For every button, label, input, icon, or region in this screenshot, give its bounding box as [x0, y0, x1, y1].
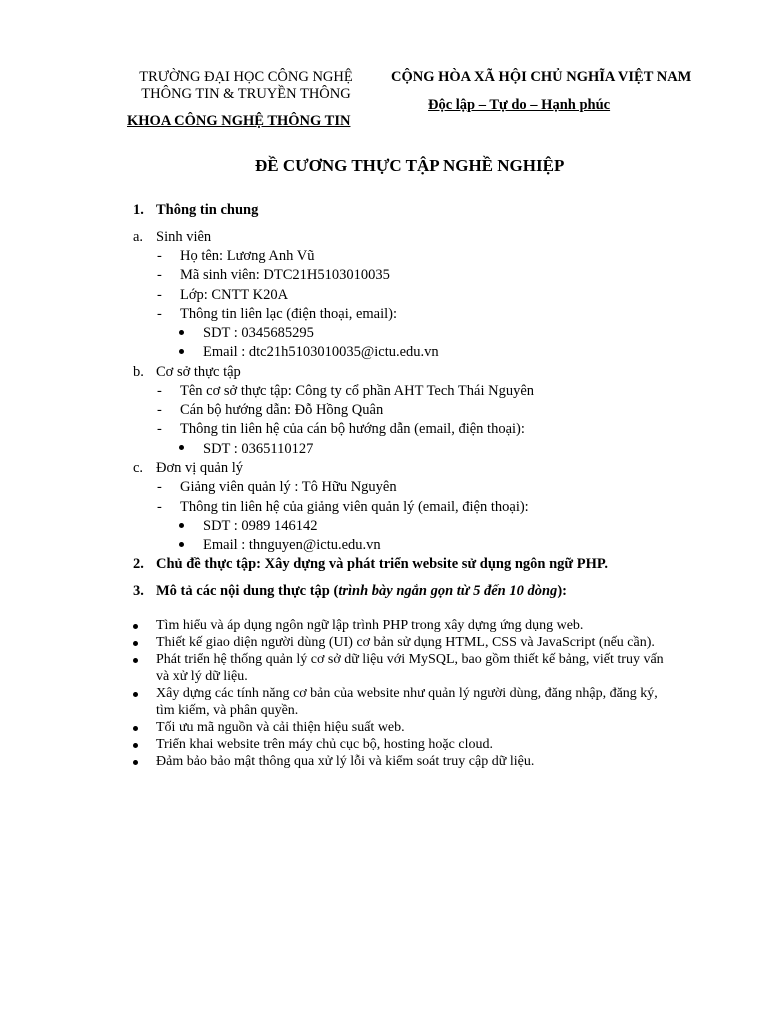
student-name: Họ tên: Lương Anh Vũ [180, 248, 315, 264]
bullet-icon [179, 349, 184, 354]
list-dash: - [157, 402, 162, 418]
task-item: Thiết kế giao diện người dùng (UI) cơ bản sử dụng HTML, CSS và JavaScript (nếu cần). [156, 635, 655, 650]
bullet-icon [133, 726, 138, 731]
bullet-icon [133, 641, 138, 646]
section-3-heading-bold: Mô tả các nội dung thực tập ( [156, 583, 339, 599]
list-dash: - [157, 287, 162, 303]
task-item: Phát triển hệ thống quản lý cơ sở dữ liệu với MySQL, bao gồm thiết kế bảng, viết truy vấn [156, 652, 664, 667]
task-item: Tìm hiểu và áp dụng ngôn ngữ lập trình PHP trong xây dựng ứng dụng web. [156, 618, 584, 633]
list-dash: - [157, 267, 162, 283]
bullet-icon [133, 692, 138, 697]
document-title: ĐỀ CƯƠNG THỰC TẬP NGHỀ NGHIỆP [255, 156, 565, 175]
national-motto: Độc lập – Tự do – Hạnh phúc [428, 97, 611, 113]
bullet-icon [179, 542, 184, 547]
student-id: Mã sinh viên: DTC21H5103010035 [180, 267, 390, 283]
task-item: Triển khai website trên máy chủ cục bộ, hosting hoặc cloud. [156, 737, 493, 752]
section-1-heading: Thông tin chung [156, 202, 259, 218]
bullet-icon [133, 624, 138, 629]
university-name [118, 69, 374, 103]
university-line-1: TRƯỜNG ĐẠI HỌC CÔNG NGHỆ [139, 69, 353, 85]
subsection-b-label: b. [133, 364, 144, 380]
task-item-continued: tìm kiếm, và phân quyền. [156, 703, 299, 718]
list-dash: - [157, 499, 162, 515]
section-3-heading-italic: trình bày ngắn gọn từ 5 đến 10 dòng [338, 583, 558, 599]
section-3-heading [156, 582, 567, 601]
lecturer-name: Giảng viên quản lý : Tô Hữu Nguyên [180, 479, 397, 495]
bullet-icon [133, 658, 138, 663]
lecturer-phone: SDT : 0989 146142 [203, 518, 318, 534]
student-phone: SDT : 0345685295 [203, 325, 314, 341]
task-item: Tối ưu mã nguồn và cải thiện hiệu suất web. [156, 720, 405, 735]
subsection-b-title: Cơ sở thực tập [156, 364, 241, 380]
bullet-icon [179, 445, 184, 450]
student-contact-label: Thông tin liên lạc (điện thoại, email): [180, 306, 398, 322]
subsection-c-label: c. [133, 460, 144, 476]
subsection-a-label: a. [133, 229, 144, 245]
section-2-number: 2. [133, 556, 144, 572]
student-class: Lớp: CNTT K20A [180, 287, 289, 303]
list-dash: - [157, 306, 162, 322]
section-1-number: 1. [133, 202, 144, 218]
bullet-icon [179, 523, 184, 528]
bullet-icon [179, 330, 184, 335]
faculty-name: KHOA CÔNG NGHỆ THÔNG TIN [127, 113, 351, 129]
section-3-heading-end: ): [557, 583, 567, 599]
subsection-a-title: Sinh viên [156, 229, 212, 245]
student-email: Email : dtc21h5103010035@ictu.edu.vn [203, 344, 439, 360]
national-title: CỘNG HÒA XÃ HỘI CHỦ NGHĨA VIỆT NAM [391, 69, 692, 85]
list-dash: - [157, 421, 162, 437]
lecturer-email: Email : thnguyen@ictu.edu.vn [203, 537, 381, 553]
subsection-c-title: Đơn vị quản lý [156, 460, 244, 476]
internship-company: Tên cơ sở thực tập: Công ty cổ phần AHT Tech Thái Nguyên [180, 383, 535, 399]
task-item: Xây dựng các tính năng cơ bản của website như quản lý người dùng, đăng nhập, đăng ký, [156, 686, 658, 701]
list-dash: - [157, 248, 162, 264]
list-dash: - [157, 479, 162, 495]
bullet-icon [133, 743, 138, 748]
bullet-icon [133, 760, 138, 765]
university-line-2: THÔNG TIN & TRUYỀN THÔNG [141, 86, 351, 102]
section-3-number: 3. [133, 583, 144, 599]
supervisor-phone: SDT : 0365110127 [203, 441, 314, 457]
list-dash: - [157, 383, 162, 399]
supervisor-name: Cán bộ hướng dẫn: Đỗ Hồng Quân [180, 402, 384, 418]
task-item: Đảm bảo bảo mật thông qua xử lý lỗi và kiểm soát truy cập dữ liệu. [156, 754, 535, 769]
internship-topic: Chủ đề thực tập: Xây dựng và phát triển website sử dụng ngôn ngữ PHP. [156, 556, 609, 572]
lecturer-contact-label: Thông tin liên hệ của giảng viên quản lý (email, điện thoại): [180, 499, 529, 515]
supervisor-contact-label: Thông tin liên hệ của cán bộ hướng dẫn (email, điện thoại): [180, 421, 525, 437]
task-item-continued: và xử lý dữ liệu. [156, 669, 248, 684]
